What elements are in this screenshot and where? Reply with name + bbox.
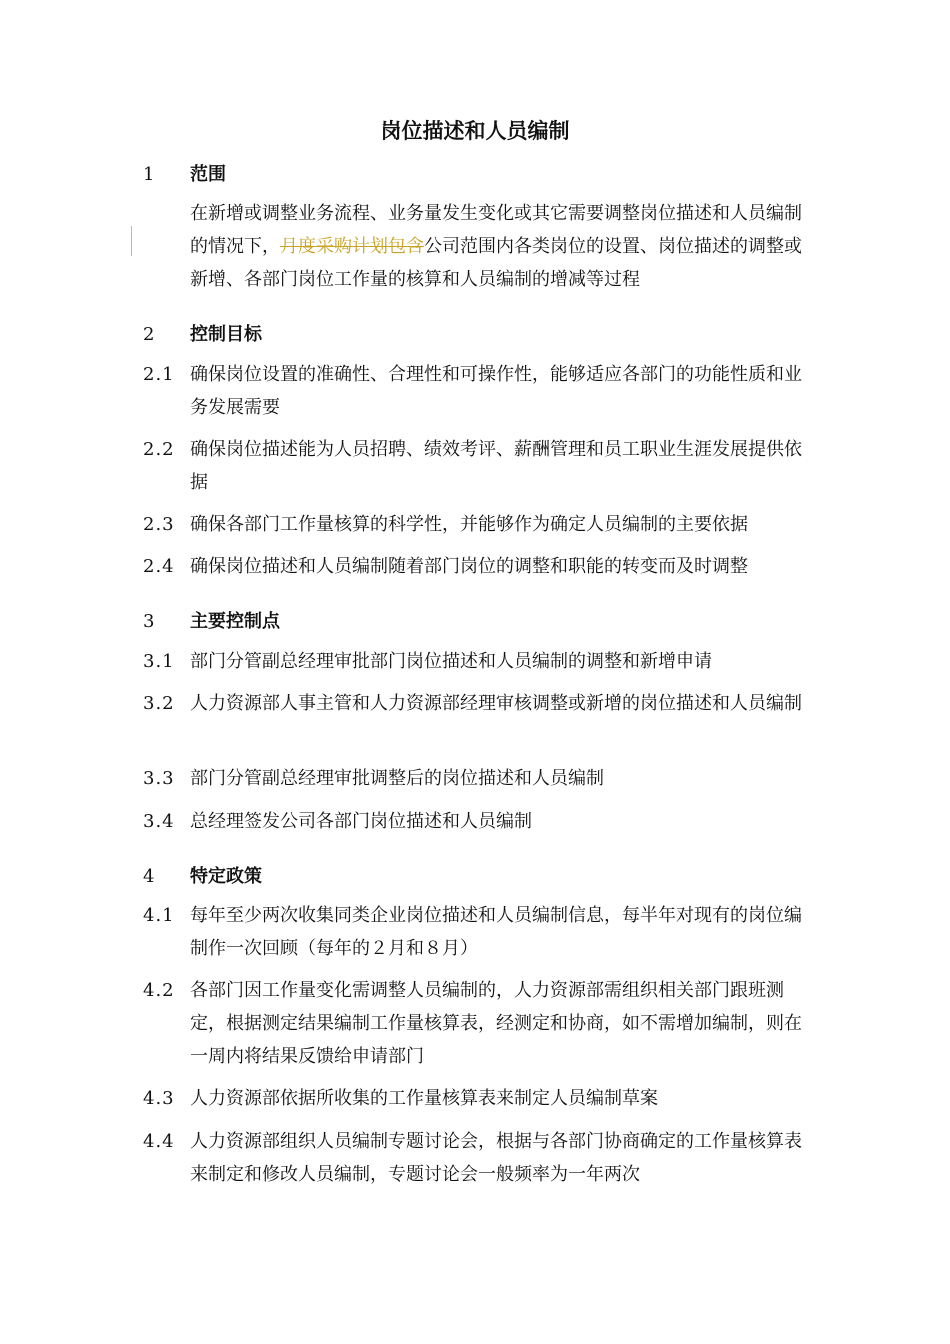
item-number: 4.2 xyxy=(143,980,175,1001)
list-item xyxy=(143,899,818,965)
item-text: 总经理签发公司各部门岗位描述和人员编制 xyxy=(190,811,532,832)
item-text: 确保岗位描述和人员编制随着部门岗位的调整和职能的转变而及时调整 xyxy=(190,556,748,577)
item-text: 人力资源部人事主管和人力资源部经理审核调整或新增的岗位描述和人员编制 xyxy=(190,693,802,714)
item-number: 3.1 xyxy=(143,651,175,672)
item-number: 4.3 xyxy=(143,1088,175,1109)
list-item xyxy=(143,687,818,720)
list-item xyxy=(143,805,818,838)
scope-text-1: 在新增或调整业务流程、业务量发生变化或其它需要调整岗位描述和人员编制的情况下， xyxy=(190,203,802,257)
item-number: 2.4 xyxy=(143,556,175,577)
list-item xyxy=(143,645,818,678)
item-number: 2.2 xyxy=(143,439,175,460)
list-item xyxy=(143,1125,818,1191)
item-text: 确保岗位设置的准确性、合理性和可操作性，能够适应各部门的功能性质和业务发展需要 xyxy=(190,364,802,418)
section-4-heading xyxy=(143,862,262,888)
section-1-heading xyxy=(143,160,226,186)
list-item xyxy=(143,762,818,795)
item-text: 各部门因工作量变化需调整人员编制的，人力资源部需组织相关部门跟班测定，根据测定结果编制工作量核算表，经测定和协商，如不需增加编制，则在一周内将结果反馈给申请部门 xyxy=(190,980,802,1067)
list-item xyxy=(143,508,818,541)
section-title: 特定政策 xyxy=(190,866,262,887)
item-text: 人力资源部组织人员编制专题讨论会，根据与各部门协商确定的工作量核算表来制定和修改人员编制，专题讨论会一般频率为一年两次 xyxy=(190,1131,802,1185)
section-title: 范围 xyxy=(190,164,226,185)
item-number: 3.4 xyxy=(143,811,175,832)
section-2-heading xyxy=(143,320,262,346)
item-text: 确保各部门工作量核算的科学性，并能够作为确定人员编制的主要依据 xyxy=(190,514,748,535)
item-text: 部门分管副总经理审批部门岗位描述和人员编制的调整和新增申请 xyxy=(190,651,712,672)
list-item xyxy=(143,550,818,583)
section-number: 4 xyxy=(143,866,155,887)
list-item xyxy=(143,1082,818,1115)
section-number: 2 xyxy=(143,324,155,345)
section-number: 1 xyxy=(143,164,155,185)
list-item xyxy=(143,974,818,1073)
item-number: 2.1 xyxy=(143,364,175,385)
item-number: 4.4 xyxy=(143,1131,175,1152)
list-item xyxy=(143,433,818,499)
item-text: 每年至少两次收集同类企业岗位描述和人员编制信息，每半年对现有的岗位编制作一次回顾（每年的２月和８月） xyxy=(190,905,802,959)
section-title: 控制目标 xyxy=(190,324,262,345)
section-3-heading xyxy=(143,607,280,633)
item-text: 人力资源部依据所收集的工作量核算表来制定人员编制草案 xyxy=(190,1088,658,1109)
item-text: 确保岗位描述能为人员招聘、绩效考评、薪酬管理和员工职业生涯发展提供依据 xyxy=(190,439,802,493)
item-number: 2.3 xyxy=(143,514,175,535)
section-title: 主要控制点 xyxy=(190,611,280,632)
scope-text-2: 公司范围内各类岗位的设置、岗位描述的调整或新增、各部门岗位工作量的核算和人员编制的增减等过程 xyxy=(190,236,802,290)
item-number: 4.1 xyxy=(143,905,175,926)
deleted-text: 月度采购计划包含 xyxy=(280,236,424,257)
item-number: 3.2 xyxy=(143,693,175,714)
list-item xyxy=(143,358,818,424)
scope-paragraph xyxy=(190,197,818,296)
item-text: 部门分管副总经理审批调整后的岗位描述和人员编制 xyxy=(190,768,604,789)
section-number: 3 xyxy=(143,611,155,632)
page-title: 岗位描述和人员编制 xyxy=(380,119,570,143)
margin-marker xyxy=(131,226,132,256)
item-number: 3.3 xyxy=(143,768,175,789)
